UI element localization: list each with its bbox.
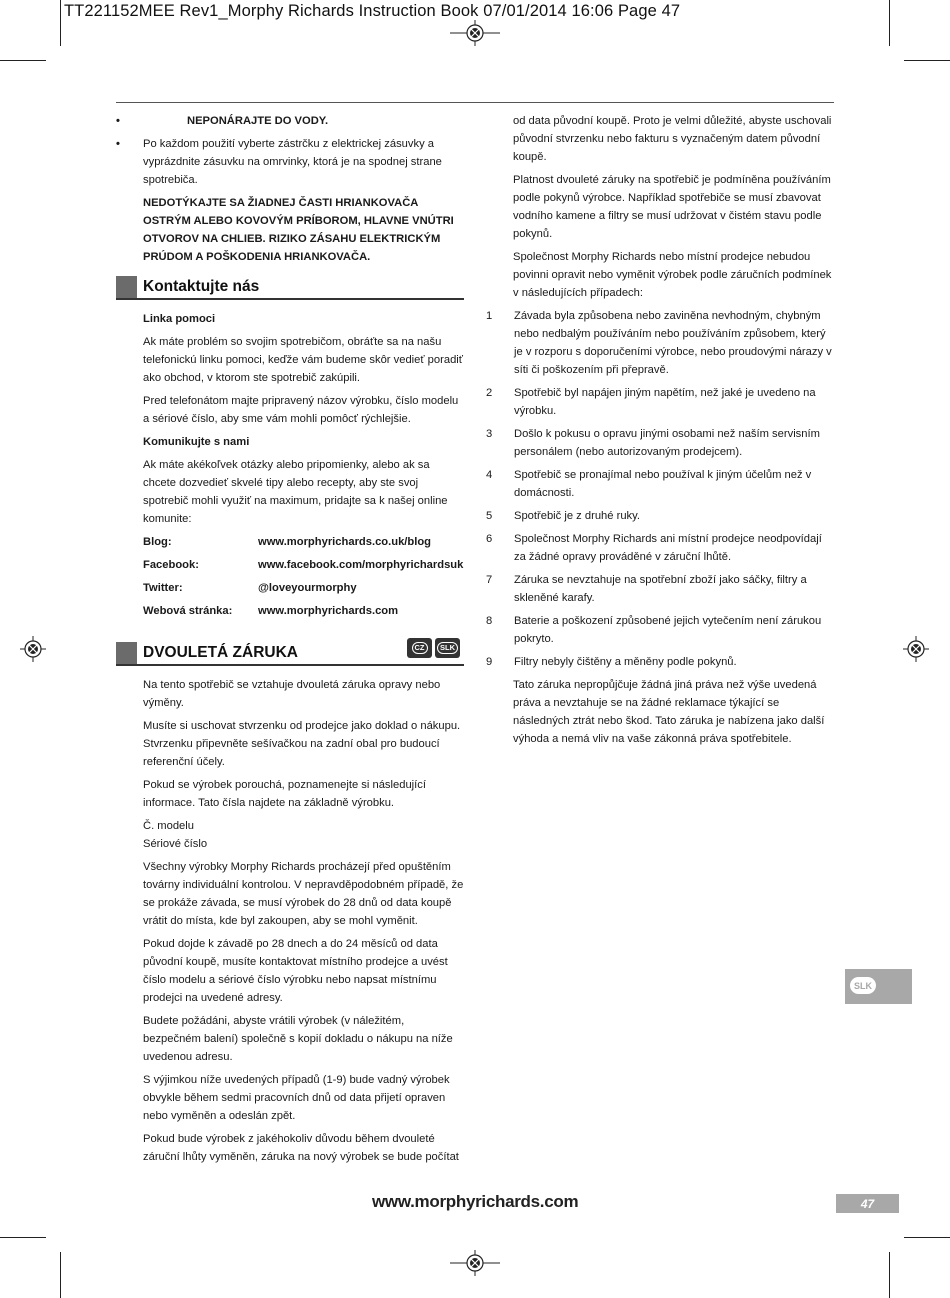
bullet-unplug [116,135,464,189]
registration-mark-icon [450,20,500,46]
warranty-paragraph: Všechny výrobky Morphy Richards procházejí před opuštěním továrny individuální kontrolou. V nepravděpodobném případě, že se prokáže závada, se musí výrobek do 28 dnů od data koupě vrátit do místa, kde byl zakoupen, aby se mohl vyměnit. [143,861,464,927]
crop-mark [904,1237,950,1238]
contact-label: Blog: [143,536,172,548]
heading-bar [116,642,137,664]
warranty-paragraph: Pokud dojde k závadě po 28 dnech a do 24 měsíců od data původní koupě, musíte kontaktovat místního prodejce a uvést číslo modelu a sériové číslo výrobku nebo napsat místnímu prodejci na uvedené adresy. [143,938,448,1004]
language-label: SLK [854,980,872,991]
right-column [486,112,834,753]
page-number: 47 [836,1194,899,1213]
list-item: 4 Spotřebič se pronajímal nebo používal k jiným účelům než v domácnosti. [486,469,812,499]
contact-label: Twitter: [143,582,183,594]
communicate-paragraph: Ak máte akékoľvek otázky alebo pripomienky, alebo ak sa chcete dozvedieť skvelé tipy alebo recepty, aby ste svoj spotrebič mohli využiť na maximum, pridajte sa k našej online komunite: [143,459,448,525]
contact-row-blog [143,533,464,551]
warranty-title: DVOULETÁ ZÁRUKA [143,644,298,661]
bullet-dot: • [116,115,120,127]
warranty-section-heading [116,642,464,666]
warranty-paragraph: Společnost Morphy Richards nebo místní prodejce nebudou povinni opravit nebo vyměnit výrobek podle záručních podmínek v následujících případech: [513,251,832,299]
language-badges [407,638,460,658]
warranty-paragraph: Musíte si uschovat stvrzenku od prodejce jako doklad o nákupu. Stvrzenku připevněte sešívačkou na zadní obal pro budoucí referenční účely. [143,720,461,768]
contact-title: Kontaktujte nás [143,278,260,295]
contact-link[interactable]: www.facebook.com/morphyrichardsuk [258,559,464,571]
registration-mark-icon [20,636,46,662]
crop-mark [904,60,950,61]
warranty-paragraph: Platnost dvouleté záruky na spotřebič je podmíněna používáním podle pokynů výrobce. Například spotřebiče se musí zbavovat vodního kamene a filtry se musí udržovat v čistém stavu podle pokynů. [513,174,831,240]
unplug-text: Po každom použití vyberte zástrčku z elektrickej zásuvky a vyprázdnite zásuvku na omrvinky, ktorá je na spodnej strane spotrebiča. [143,138,442,186]
list-item: 3 Došlo k pokusu o opravu jinými osobami než naším servisním personálem (nebo autorizovaným prodejcem). [486,428,820,458]
list-item: 5 Spotřebič je z druhé ruky. [486,510,641,522]
top-rule [116,102,834,103]
warranty-final-paragraph: Tato záruka nepropůjčuje žádná jiná práva než výše uvedená práva a nevztahuje se na žádné reklamace týkající se následných ztrát nebo škod. Tato záruka je nabízena jako další výhoda a nemá vliv na vaše zákonná práva spotřebitele. [513,679,825,745]
contact-row-twitter [143,579,464,597]
crop-mark [889,1252,890,1298]
print-slug: TT221152MEE Rev1_Morphy Richards Instruction Book 07/01/2014 16:06 Page 47 [64,2,681,20]
bullet-dot: • [116,138,120,150]
list-item: 7 Záruka se nevztahuje na spotřební zboží jako sáčky, filtry a skleněné karafy. [486,574,807,604]
list-item: 1 Závada byla způsobena nebo zaviněna nevhodným, chybným nebo nedbalým používáním nebo používáním způsobem, který je v rozporu s doporučeními výrobce, nebo proudovými nárazy v síti či poškozením při přepravě. [486,310,832,376]
registration-mark-icon [450,1250,500,1276]
list-item: 6 Společnost Morphy Richards ani místní prodejce neodpovídají za žádné opravy prováděné v záruční lhůtě. [486,533,822,563]
footer-website-logo: www.morphyrichards.com [372,1192,579,1211]
warning-metal-text: NEDOTÝKAJTE SA ŽIADNEJ ČASTI HRIANKOVAČA OSTRÝM ALEBO KOVOVÝM PRÍBOROM, HLAVNE VNÚTRI OTVOROV NA CHLIEB. RIZIKO ZÁSAHU ELEKTRICKÝM PRÚDOM A POŠKODENIA HRIANKOVAČA. [143,197,454,263]
helpline-paragraph: Pred telefonátom majte pripravený názov výrobku, číslo modelu a sériové číslo, aby sme vám mohli pomôcť rýchlejšie. [143,395,459,425]
helpline-paragraph: Ak máte problém so svojim spotrebičom, obráťte sa na našu telefonickú linku pomoci, keďže vám budeme skôr vedieť poradiť ako obchod, v ktorom ste spotrebič zakúpili. [143,336,463,384]
list-item: 8 Baterie a poškození způsobené jejich vytečením není zárukou pokryto. [486,615,822,645]
badge-cz: CZ [407,638,432,658]
contact-label: Webová stránka: [143,605,233,617]
warranty-paragraph: Pokud se výrobek porouchá, poznamenejte si následující informace. Tato čísla najdete na základně výrobku. [143,779,426,809]
contact-section-heading [116,276,464,300]
warranty-paragraph: od data původní koupě. Proto je velmi důležité, abyste uschovali původní stvrzenku nebo fakturu s vyznačeným datem původní koupě. [513,115,832,163]
crop-mark [60,1252,61,1298]
list-item: 9 Filtry nebyly čištěny a měněny podle pokynů. [486,656,737,668]
heading-bar [116,276,137,298]
crop-mark [0,1237,46,1238]
contact-row-facebook [143,556,464,574]
crop-mark [60,0,61,46]
warranty-paragraph: Pokud bude výrobek z jakéhokoliv důvodu během dvouleté záruční lhůty vyměněn, záruka na nový výrobek se bude počítat [143,1133,459,1163]
communicate-title: Komunikujte s nami [143,436,250,448]
contact-link[interactable]: @loveyourmorphy [258,582,357,594]
crop-mark [0,60,46,61]
crop-mark [889,0,890,46]
contact-link[interactable]: www.morphyrichards.co.uk/blog [258,536,432,548]
contact-row-website [143,602,464,620]
helpline-title: Linka pomoci [143,313,216,325]
language-pill [850,977,876,994]
bullet-warning-water [116,112,464,130]
warranty-paragraph: S výjimkou níže uvedených případů (1-9) bude vadný výrobek obvykle během sedmi pracovních dnů od data přijetí opraven nebo vyměněn a odeslán zpět. [143,1074,450,1122]
warranty-paragraph: Na tento spotřebič se vztahuje dvouletá záruka opravy nebo výměny. [143,679,441,709]
warranty-paragraph: Budete požádáni, abyste vrátili výrobek (v náležitém, bezpečném balení) společně s kopií dokladu o nákupu na níže uvedenou adresu. [143,1015,453,1063]
contact-link[interactable]: www.morphyrichards.com [258,605,399,617]
left-column [116,112,464,1171]
language-side-tab [845,969,912,1004]
list-item: 2 Spotřebič byl napájen jiným napětím, než jaké je uvedeno na výrobku. [486,387,816,417]
warning-water-text: NEPONÁRAJTE DO VODY. [187,115,329,127]
registration-mark-icon [903,636,929,662]
serial-number-label: Sériové číslo [143,838,208,850]
contact-label: Facebook: [143,559,199,571]
model-number-label: Č. modelu [143,820,194,832]
badge-slk: SLK [435,638,460,658]
